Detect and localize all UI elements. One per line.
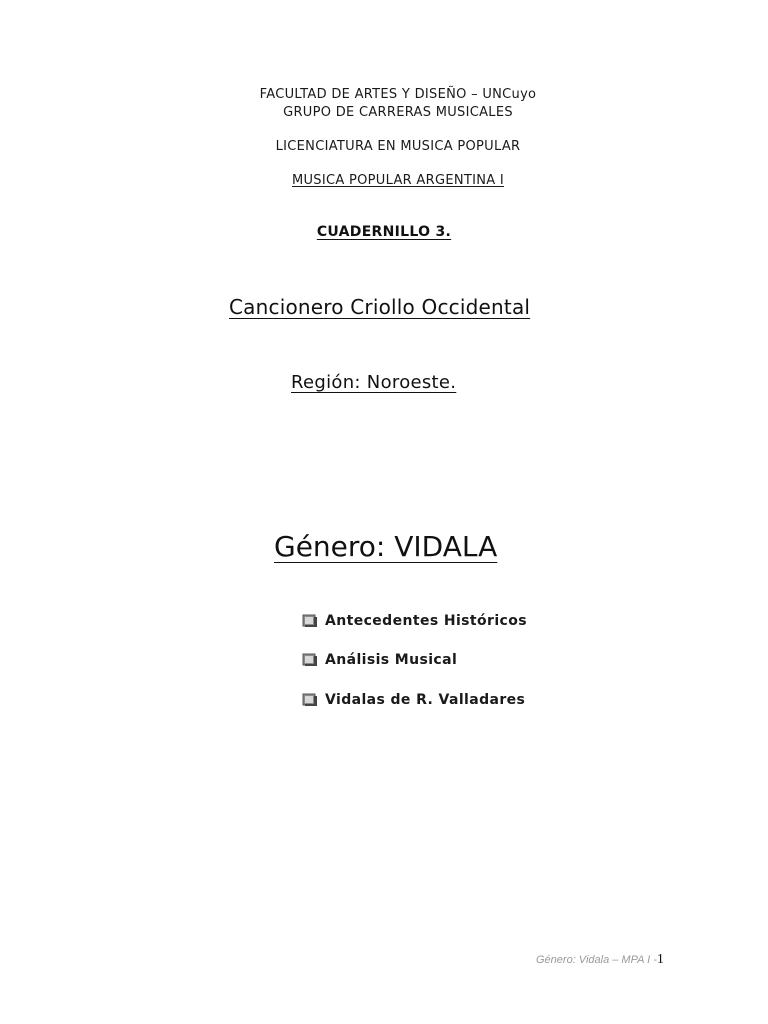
bullet-square-icon [302, 614, 318, 628]
genre-label: Género: VIDALA [274, 530, 498, 563]
bullet-square-icon [302, 653, 318, 667]
faculty-line: FACULTAD DE ARTES Y DISEÑO – UNCuyo [259, 87, 537, 102]
booklet-label: CUADERNILLO 3. [316, 224, 452, 240]
page-number: 1 [656, 952, 664, 967]
group-line: GRUPO DE CARRERAS MUSICALES [283, 105, 513, 120]
topic-item [302, 690, 525, 710]
degree-line: LICENCIATURA EN MUSICA POPULAR [275, 139, 521, 154]
genre-title [274, 530, 497, 563]
region-label: Región: Noroeste. [291, 372, 457, 393]
footer-text: Género: Vidala – MPA I - [536, 954, 657, 966]
subject-line [14, 173, 768, 188]
topic-label: Vidalas de R. Valladares [325, 692, 526, 708]
page-footer [536, 952, 664, 968]
booklet-title [0, 224, 768, 240]
collection-title [229, 295, 530, 319]
region-title [291, 372, 456, 393]
topic-label: Análisis Musical [325, 652, 458, 668]
topic-item [302, 650, 457, 670]
subject-label: MUSICA POPULAR ARGENTINA I [291, 173, 505, 188]
collection-label: Cancionero Criollo Occidental [229, 295, 531, 319]
topic-label: Antecedentes Históricos [325, 613, 527, 629]
topic-item [302, 611, 527, 631]
bullet-square-icon [302, 693, 318, 707]
